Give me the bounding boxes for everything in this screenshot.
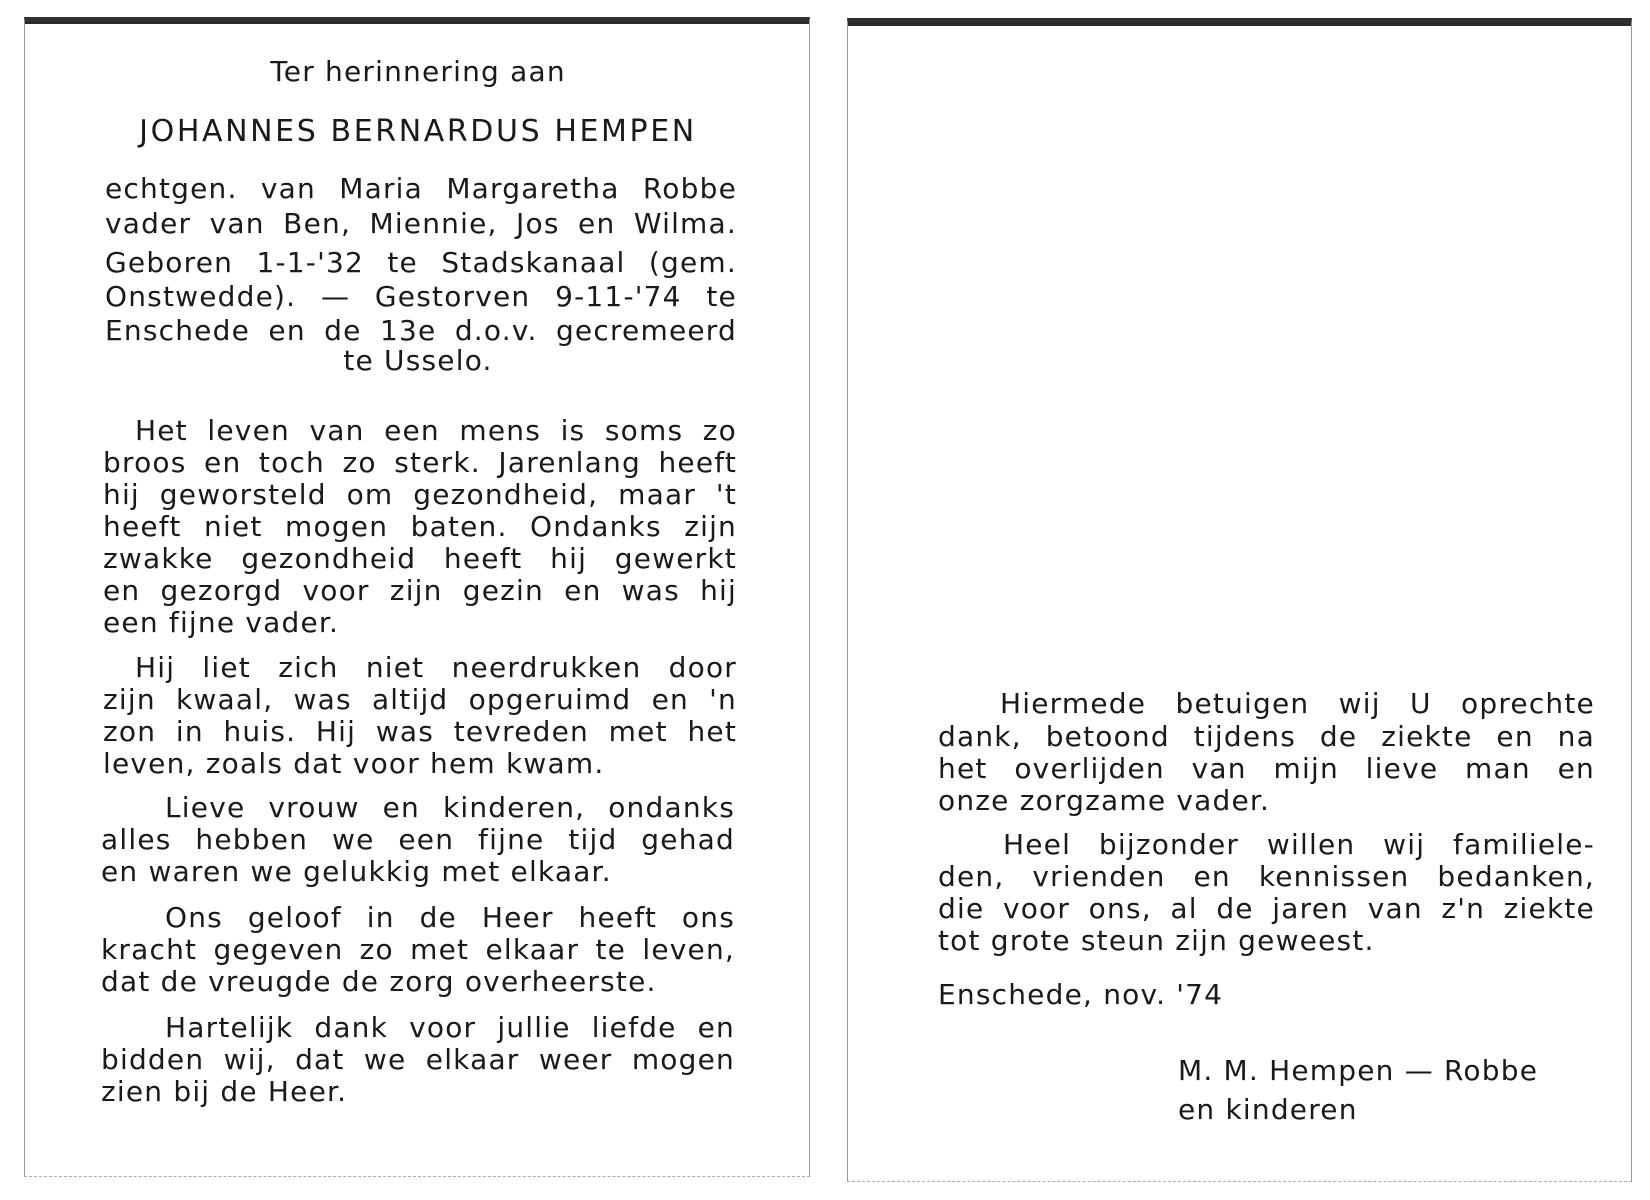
text-line: zijn kwaal, was altijd opgeruimd en 'n [103,683,737,716]
text-line: het overlijden van mijn lieve man en [938,752,1595,785]
text-line: Hartelijk dank voor jullie liefde en [165,1011,735,1044]
text-line: zwakke gezondheid heeft hij gewerkt [103,542,737,575]
card-heading: Ter herinnering aan [270,55,566,88]
text-line: Heel bijzonder willen wij familiele- [1003,828,1595,861]
text-line: leven, zoals dat voor hem kwam. [103,747,605,780]
bio-line: Geboren 1-1-'32 te Stadskanaal (gem. [105,246,737,279]
text-line: onze zorgzame vader. [938,784,1271,817]
text-line: kracht gegeven zo met elkaar te leven, [101,933,735,966]
deceased-name: JOHANNES BERNARDUS HEMPEN [139,114,697,149]
text-line: Lieve vrouw en kinderen, ondanks [165,791,735,824]
text-line: dank, betoond tijdens de ziekte en na [938,720,1595,753]
text-line: heeft niet mogen baten. Ondanks zijn [103,510,737,543]
bio-line: Onstwedde). — Gestorven 9-11-'74 te [105,280,737,313]
text-line: zon in huis. Hij was tevreden met het [103,715,737,748]
text-line: bidden wij, dat we elkaar weer mogen [101,1043,735,1076]
text-line: alles hebben we een fijne tijd gehad [101,823,735,856]
signature-line: en kinderen [1178,1093,1358,1126]
bio-line: te Usselo. [343,344,493,377]
text-line: den, vrienden en kennissen bedanken, [938,860,1595,893]
memorial-card-back [847,18,1632,1182]
place-date: Enschede, nov. '74 [938,978,1224,1011]
text-line: en waren we gelukkig met elkaar. [101,855,612,888]
text-line: tot grote steun zijn geweest. [938,924,1375,957]
text-line: Het leven van een mens is soms zo [135,414,737,447]
text-line: een fijne vader. [103,606,340,639]
text-line: dat de vreugde de zorg overheerste. [101,965,657,998]
signature-line: M. M. Hempen — Robbe [1178,1054,1539,1087]
text-line: hij geworsteld om gezondheid, maar 't [103,478,737,511]
text-line: die voor ons, al de jaren van z'n ziekte [938,892,1595,925]
text-line: Hiermede betuigen wij U oprechte [1000,687,1595,720]
memorial-card-front [24,17,810,1177]
text-line: en gezorgd voor zijn gezin en was hij [103,574,737,607]
text-line: Hij liet zich niet neerdrukken door [135,651,737,684]
bio-line: Enschede en de 13e d.o.v. gecremeerd [105,314,737,347]
bio-line: echtgen. van Maria Margaretha Robbe [105,172,737,205]
text-line: zien bij de Heer. [101,1075,348,1108]
text-line: Ons geloof in de Heer heeft ons [165,901,735,934]
text-line: broos en toch zo sterk. Jarenlang heeft [103,446,737,479]
bio-line: vader van Ben, Miennie, Jos en Wilma. [105,207,737,240]
